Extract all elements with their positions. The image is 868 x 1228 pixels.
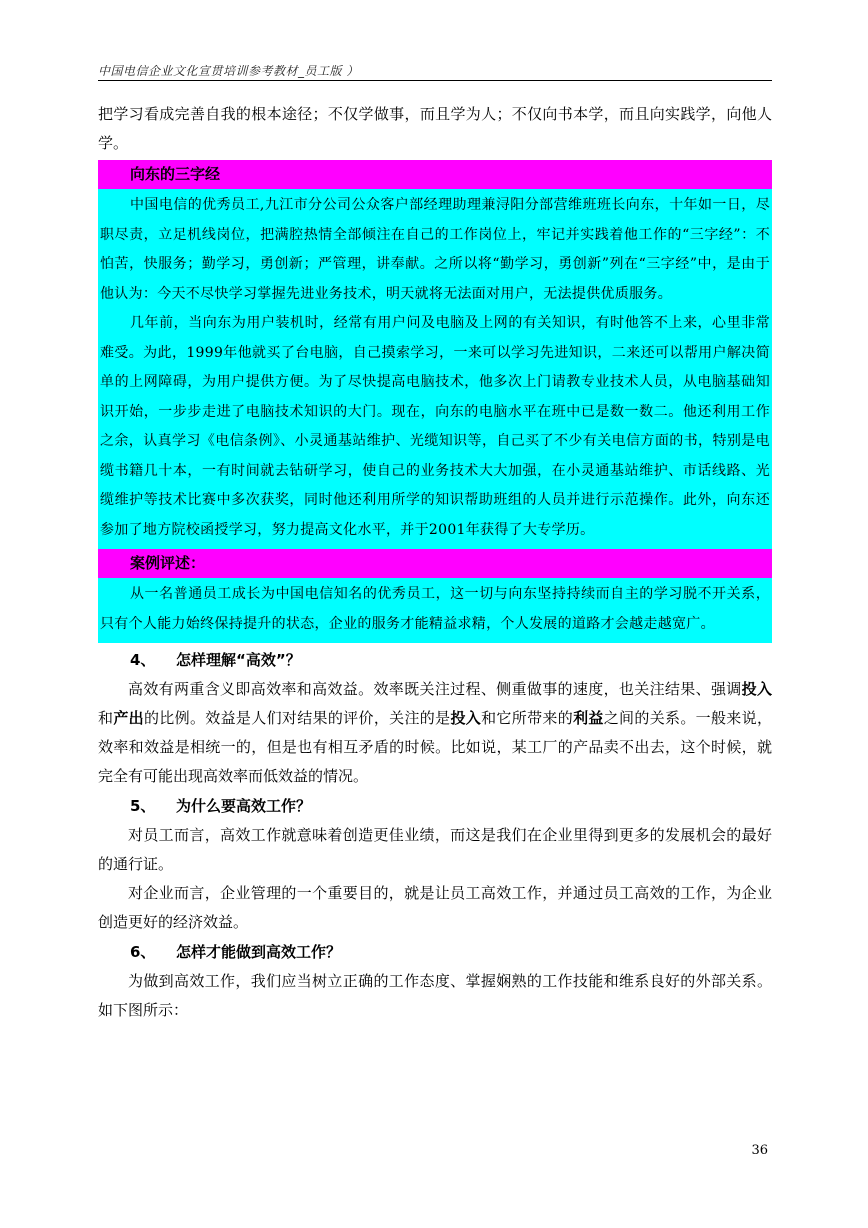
review-title: 案例评述： bbox=[98, 549, 772, 578]
section-6-paragraph-1: 为做到高效工作，我们应当树立正确的工作态度、掌握娴熟的工作技能和维系良好的外部关系。如下图所示： bbox=[98, 972, 772, 1019]
case-box bbox=[98, 160, 772, 643]
section-title: 怎样才能做到高效工作？ bbox=[176, 943, 342, 961]
bold-term: 利益 bbox=[573, 709, 604, 727]
case-paragraph-2: 几年前，当向东为用户装机时，经常有用户问及电脑及上网的有关知识，有时他答不上来，心里非常难受。为此，1999年他就买了台电脑，自己摸索学习，一来可以学习先进知识，二来还可以帮用户解决简单的上网障碍，为用户提供方便。为了尽快提高电脑技术，他多次上门请教专业技术人员，从电脑基础知识开始，一步步走进了电脑技术知识的大门。现在，向东的电脑水平在班中已是数一数二。他还利用工作之余，认真学习《电信条例》、小灵通基站维护、光缆知识等，自己买了不少有关电信方面的书，特别是电缆书籍几十本，一有时间就去钻研学习，使自己的业务技术大大加强，在小灵通基站维护、市话线路、光缆维护等技术比赛中多次获奖，同时他还利用所学的知识帮助班组的人员并进行示范操作。此外，向东还参加了地方院校函授学习，努力提高文化水平，并于2001年获得了大专学历。 bbox=[100, 315, 770, 538]
bold-term: 投入 bbox=[450, 709, 482, 727]
header-title: 中国电信企业文化宣贯培训参考教材_员工版 ） bbox=[98, 64, 359, 78]
document-body bbox=[98, 100, 772, 1025]
section-5-paragraph-1: 对员工而言，高效工作就意味着创造更佳业绩，而这是我们在企业里得到更多的发展机会的最好的通行证。 bbox=[98, 826, 772, 873]
case-title: 向东的三字经 bbox=[98, 160, 772, 189]
review-body bbox=[98, 578, 772, 643]
bold-term: 产出 bbox=[113, 709, 144, 727]
intro-paragraph: 把学习看成完善自我的根本途径；不仅学做事，而且学为人；不仅向书本学，而且向实践学，向他人学。 bbox=[98, 105, 772, 152]
bold-term: 投入 bbox=[741, 680, 772, 698]
case-body bbox=[98, 189, 772, 549]
section-heading-5 bbox=[130, 791, 772, 821]
section-number: 6、 bbox=[130, 943, 156, 961]
section-heading-4 bbox=[130, 645, 772, 675]
page-header bbox=[98, 60, 772, 81]
section-5-paragraph-2: 对企业而言，企业管理的一个重要目的，就是让员工高效工作，并通过员工高效的工作，为企业创造更好的经济效益。 bbox=[98, 884, 772, 931]
section-title: 为什么要高效工作？ bbox=[176, 797, 312, 815]
page-number: 36 bbox=[751, 1143, 768, 1158]
case-paragraph-1: 中国电信的优秀员工,九江市分公司公众客户部经理助理兼浔阳分部营维班班长向东，十年如一日，尽职尽责，立足机线岗位，把满腔热情全部倾注在自己的工作岗位上，牢记并实践着他工作的“三字经”：不怕苦，快服务；勤学习，勇创新；严管理，讲奉献。之所以将“勤学习，勇创新”列在“三字经”中，是由于他认为：今天不尽快学习掌握先进业务技术，明天就将无法面对用户，无法提供优质服务。 bbox=[100, 197, 770, 302]
section-heading-6 bbox=[130, 937, 772, 967]
section-number: 5、 bbox=[130, 797, 156, 815]
section-title: 怎样理解“高效”？ bbox=[176, 651, 301, 669]
review-paragraph: 从一名普通员工成长为中国电信知名的优秀员工，这一切与向东坚持持续而自主的学习脱不开关系，只有个人能力始终保持提升的状态，企业的服务才能精益求精，个人发展的道路才会越走越宽广。 bbox=[100, 586, 770, 632]
section-number: 4、 bbox=[130, 651, 156, 669]
section-4-paragraph: 高效有两重含义即高效率和高效益。效率既关注过程、侧重做事的速度，也关注结果、强调投入和产出的比例。效益是人们对结果的评价，关注的是投入和它所带来的利益之间的关系。一般来说，效率和效益是相统一的，但是也有相互矛盾的时候。比如说，某工厂的产品卖不出去，这个时候，就完全有可能出现高效率而低效益的情况。 bbox=[98, 680, 772, 785]
